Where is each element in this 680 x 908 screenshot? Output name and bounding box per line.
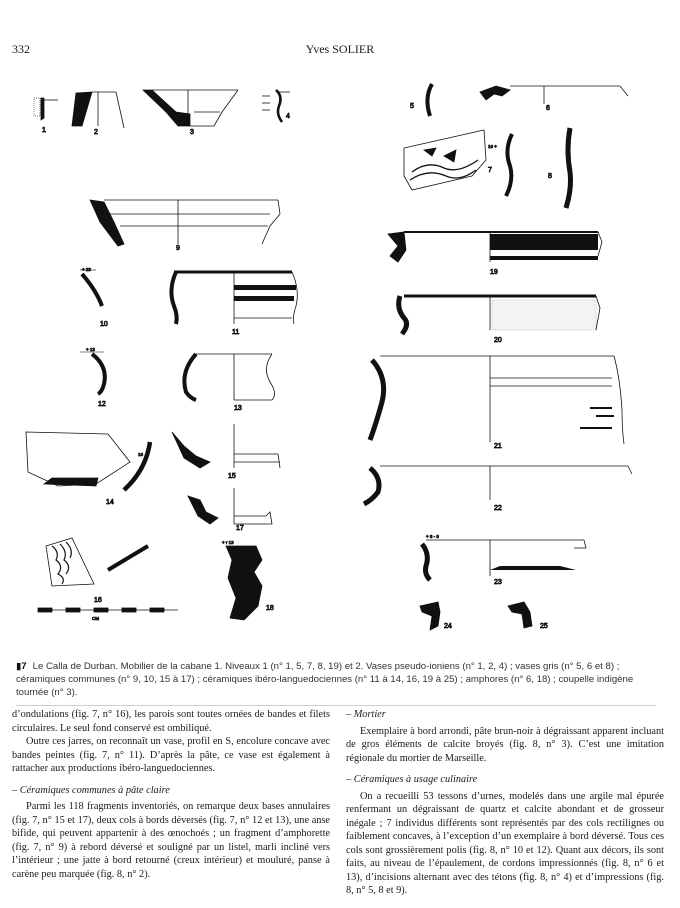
drawing-8 [566,128,571,208]
drawing-24 [420,602,440,630]
label-1: 1 [42,127,46,134]
caption-text: Le Calla de Durban. Mobilier de la cabane 1. Niveaux 1 (n° 1, 5, 7, 8, 19) et 2. Vases pseudo-ioniens (n° 1, 2, 4) ; vases gris (n° 5, 6 et 8) ; céramiques communes (n° 9, 10, 15 à 17) ; céramiques ibéro-languedociennes (n° 11 à 14, 16, 19 à 25) ; amphores (n° 6, 18) ; coupelle indigène tournée (n° 3). [16,661,634,698]
label-24: 24 [444,623,452,630]
drawing-18 [226,546,262,620]
label-16: 16 [94,597,102,604]
paragraph: d’ondulations (fig. 7, n° 16), les parois sont toutes ornées de bandes et filets circulaires. Le seul fond conservé est ombiliqué. [12,709,330,734]
label-21: 21 [494,443,502,450]
drawing-1 [34,98,58,120]
figure-number: ▮7 [16,661,27,672]
drawing-12 [80,352,105,394]
figure-caption [16,660,656,699]
drawing-2 [72,92,124,128]
drawing-13 [184,354,274,400]
drawing-20 [399,296,600,334]
drawing-19 [388,232,602,262]
drawing-3 [143,90,238,126]
mark-10: + 23 [82,267,91,272]
paragraph: Exemplaire à bord arrondi, pâte brun-noir à dégraissant apparent incluant de gros éléments de calcite broyés (fig. 8, n° 3). C’est une imitation régionale du mortier de Marseille. [346,725,664,764]
paragraph: Outre ces jarres, on reconnaît un vase, profil en S, encolure concave avec bandes peintes (fig. 7, n° 11). D’après la pâte, ce vase est également à rattacher aux productions ibéro-languedociennes. [12,736,330,774]
figure-7-pottery-drawings [0,70,680,650]
section-heading: – Céramiques communes à pâte claire [12,784,170,796]
page-header [0,42,680,58]
label-6: 6 [546,105,550,112]
label-25: 25 [540,623,548,630]
label-5: 5 [410,103,414,110]
running-title: Yves SOLIER [305,42,375,56]
label-11: 11 [232,329,240,336]
page-number: 332 [12,42,30,56]
section-heading: – Mortier [346,709,386,720]
paragraph: Parmi les 118 fragments inventoriés, on remarque deux bases annulaires (fig. 7, n° 15 et 17), deux cols à bords déversés (fig. 7, n° 12 et 13), une anse bifide, qui peuvent appartenir à des œnochoés ; un fragment d’amphorette (fig. 7, n° 9) à rebord déversé et souligné par un listel, marli incliné vers l’intérieur ; une jatte à bord retourné (creux intérieur) et mouluré, panse à carène peu marquée (fig. 8, n° 2). [12,801,330,880]
label-8: 8 [548,173,552,180]
label-13: 13 [234,405,242,412]
drawing-6 [480,86,628,104]
drawing-25 [508,602,532,628]
mark-18: + r 13 [222,540,234,545]
label-10: 10 [100,321,108,328]
drawing-7 [404,130,512,196]
label-22: 22 [494,505,502,512]
label-9: 9 [176,245,180,252]
label-3: 3 [190,129,194,136]
drawing-11 [171,272,297,324]
scale-bar [38,608,178,612]
drawing-9 [90,200,280,246]
label-14: 14 [106,499,114,506]
drawing-22 [364,466,632,504]
label-18: 18 [266,605,274,612]
mark-12: + 13 [86,347,95,352]
caption-rule [16,705,656,706]
label-4: 4 [286,113,290,120]
drawing-14 [26,432,150,490]
label-23: 23 [494,579,502,586]
scale-label: CM [92,616,99,621]
mark-23: + 8 - 9 [426,534,439,539]
drawing-5 [427,84,432,116]
drawing-16 [46,538,148,586]
label-19: 19 [490,269,498,276]
section-heading: – Céramiques à usage culinaire [346,774,478,785]
drawing-15 [172,424,280,468]
paragraph: On a recueilli 53 tessons d’urnes, modelés dans une argile mal épurée renfermant un dégraissant de quartz et calcite abondant et de grosseur inégale ; 7 individus différents sont représentés par des cols rectilignes ou faiblement concaves, à l’exception d’un exemplaire à bord déversé. Tous ces cols sont grossièrement polis (fig. 8, n° 10 et 12). Quant aux décors, ils sont faits, au niveau de l’épaulement, de cordons impressionnés (fig. 8, n° 6 et 13), d’incisions alternant avec des tétons (fig. 8, n° 4) et d’impressions (fig. 8, n° 5, 8 et 9). [346,790,664,896]
label-20: 20 [494,337,502,344]
drawing-21 [370,356,624,444]
drawing-23 [422,540,586,580]
drawing-17 [188,488,272,524]
drawing-10 [80,270,102,306]
label-2: 2 [94,129,98,136]
label-17: 17 [236,525,244,532]
mark-14: 19 [138,452,144,457]
label-7: 7 [488,167,492,174]
right-text-column [346,708,664,898]
label-12: 12 [98,401,106,408]
mark-7: 19 + [488,144,497,149]
left-text-column [12,708,330,881]
label-15: 15 [228,473,236,480]
